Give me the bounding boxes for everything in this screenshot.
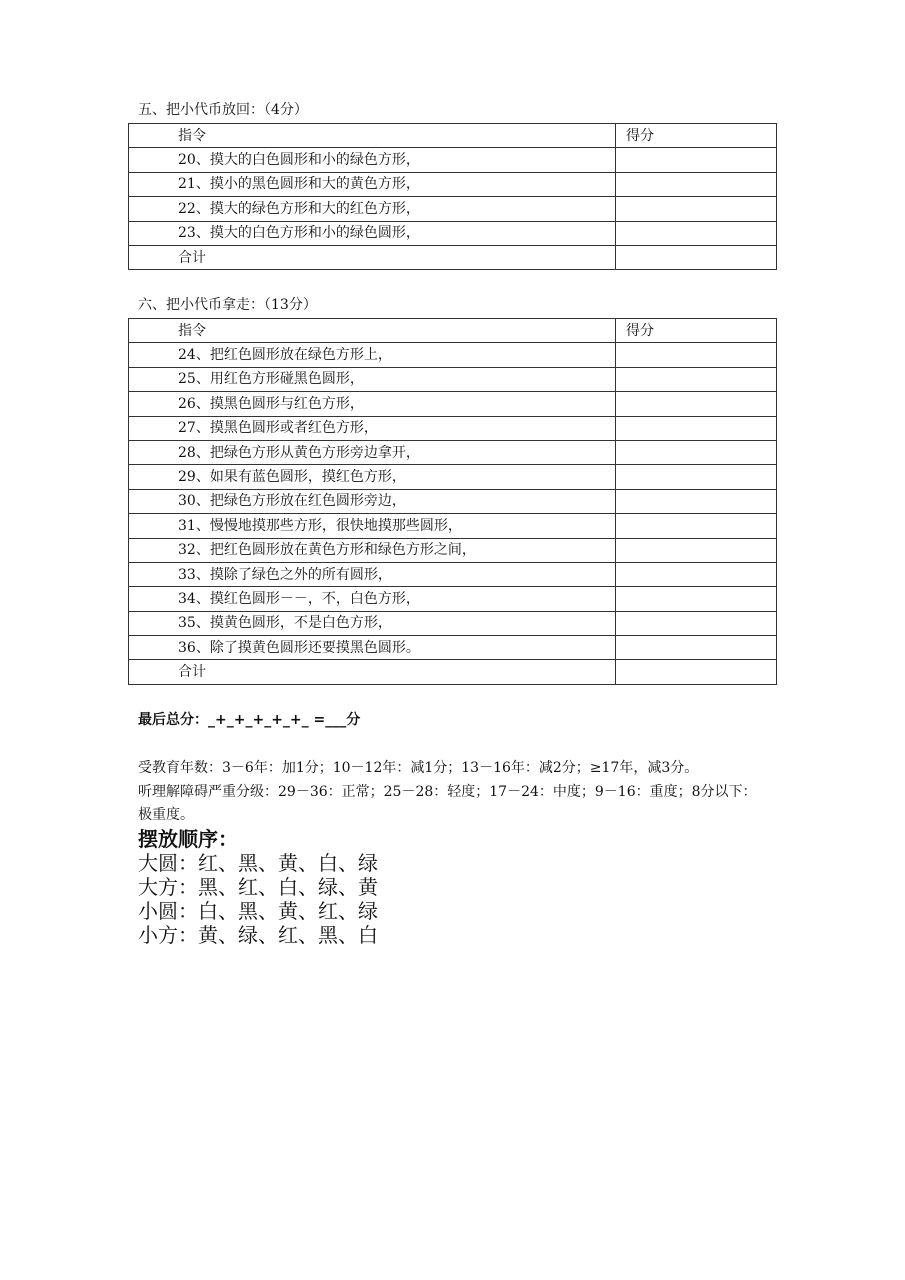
table-row [129, 636, 777, 660]
table-row [129, 465, 777, 489]
instruction-cell: 21、摸小的黑色圆形和大的黄色方形， [129, 172, 616, 196]
table-row [129, 562, 777, 586]
instruction-cell: 35、摸黄色圆形，不是白色方形， [129, 611, 616, 635]
score-header: 得分 [616, 124, 777, 148]
score-cell[interactable] [616, 489, 777, 513]
table-row [129, 343, 777, 367]
instruction-cell: 24、把红色圆形放在绿色方形上， [129, 343, 616, 367]
score-cell[interactable] [616, 367, 777, 391]
score-cell[interactable] [616, 611, 777, 635]
table-row [129, 392, 777, 416]
total-score-cell[interactable] [616, 245, 777, 269]
score-header: 得分 [616, 319, 777, 343]
instruction-cell: 23、摸大的白色方形和小的绿色圆形， [129, 221, 616, 245]
placement-order-title: 摆放顺序： [138, 827, 238, 851]
table-row [129, 587, 777, 611]
list-item: 小圆：白、黑、黄、红、绿 [138, 899, 378, 923]
score-cell[interactable] [616, 221, 777, 245]
instruction-cell: 34、摸红色圆形－－，不，白色方形， [129, 587, 616, 611]
table-header-row [129, 319, 777, 343]
table-row [129, 538, 777, 562]
instruction-cell: 32、把红色圆形放在黄色方形和绿色方形之间， [129, 538, 616, 562]
list-item: 小方：黄、绿、红、黑、白 [138, 923, 378, 947]
table-row [129, 197, 777, 221]
section-five-title: 五、把小代币放回：（4分） [138, 102, 308, 118]
instruction-cell: 25、用红色方形碰黑色圆形， [129, 367, 616, 391]
instruction-cell: 33、摸除了绿色之外的所有圆形， [129, 562, 616, 586]
instruction-cell: 27、摸黑色圆形或者红色方形， [129, 416, 616, 440]
instruction-cell: 20、摸大的白色圆形和小的绿色方形， [129, 148, 616, 172]
instruction-cell: 26、摸黑色圆形与红色方形， [129, 392, 616, 416]
table-row [129, 416, 777, 440]
score-cell[interactable] [616, 465, 777, 489]
score-cell[interactable] [616, 343, 777, 367]
score-cell[interactable] [616, 172, 777, 196]
severity-grading-note: 听理解障碍严重分级：29－36：正常；25－28：轻度；17－24：中度；9－16：重度；8分以下： [138, 784, 757, 800]
section-six-table [128, 318, 777, 685]
total-row [129, 660, 777, 684]
score-cell[interactable] [616, 538, 777, 562]
table-row [129, 148, 777, 172]
list-item: 大圆：红、黑、黄、白、绿 [138, 851, 378, 875]
list-item: 大方：黑、红、白、绿、黄 [138, 875, 378, 899]
total-label: 合计 [129, 660, 616, 684]
table-row [129, 440, 777, 464]
score-cell[interactable] [616, 392, 777, 416]
instruction-cell: 22、摸大的绿色方形和大的红色方形， [129, 197, 616, 221]
score-cell[interactable] [616, 587, 777, 611]
education-adjustment-note: 受教育年数：3－6年：加1分；10－12年：减1分；13－16年：减2分；≥17年，减3分。 [138, 760, 699, 776]
table-row [129, 221, 777, 245]
table-header-row [129, 124, 777, 148]
instruction-cell: 36、除了摸黄色圆形还要摸黑色圆形。 [129, 636, 616, 660]
final-total-score: 最后总分：_+_+_+_+_+_ =___分 [138, 712, 361, 728]
instruction-cell: 30、把绿色方形放在红色圆形旁边， [129, 489, 616, 513]
instruction-header: 指令 [129, 319, 616, 343]
score-cell[interactable] [616, 514, 777, 538]
section-five-table [128, 123, 777, 270]
instruction-cell: 29、如果有蓝色圆形，摸红色方形， [129, 465, 616, 489]
score-cell[interactable] [616, 416, 777, 440]
table-row [129, 611, 777, 635]
total-row [129, 245, 777, 269]
table-row [129, 514, 777, 538]
table-row [129, 172, 777, 196]
score-cell[interactable] [616, 636, 777, 660]
instruction-cell: 31、慢慢地摸那些方形，很快地摸那些圆形， [129, 514, 616, 538]
severity-grading-note-continued: 极重度。 [138, 807, 194, 823]
placement-order-list [138, 851, 378, 947]
total-label: 合计 [129, 245, 616, 269]
score-cell[interactable] [616, 440, 777, 464]
score-cell[interactable] [616, 197, 777, 221]
score-cell[interactable] [616, 562, 777, 586]
section-six-title: 六、把小代币拿走：（13分） [138, 297, 317, 313]
table-row [129, 489, 777, 513]
total-score-cell[interactable] [616, 660, 777, 684]
instruction-cell: 28、把绿色方形从黄色方形旁边拿开， [129, 440, 616, 464]
score-cell[interactable] [616, 148, 777, 172]
table-row [129, 367, 777, 391]
instruction-header: 指令 [129, 124, 616, 148]
